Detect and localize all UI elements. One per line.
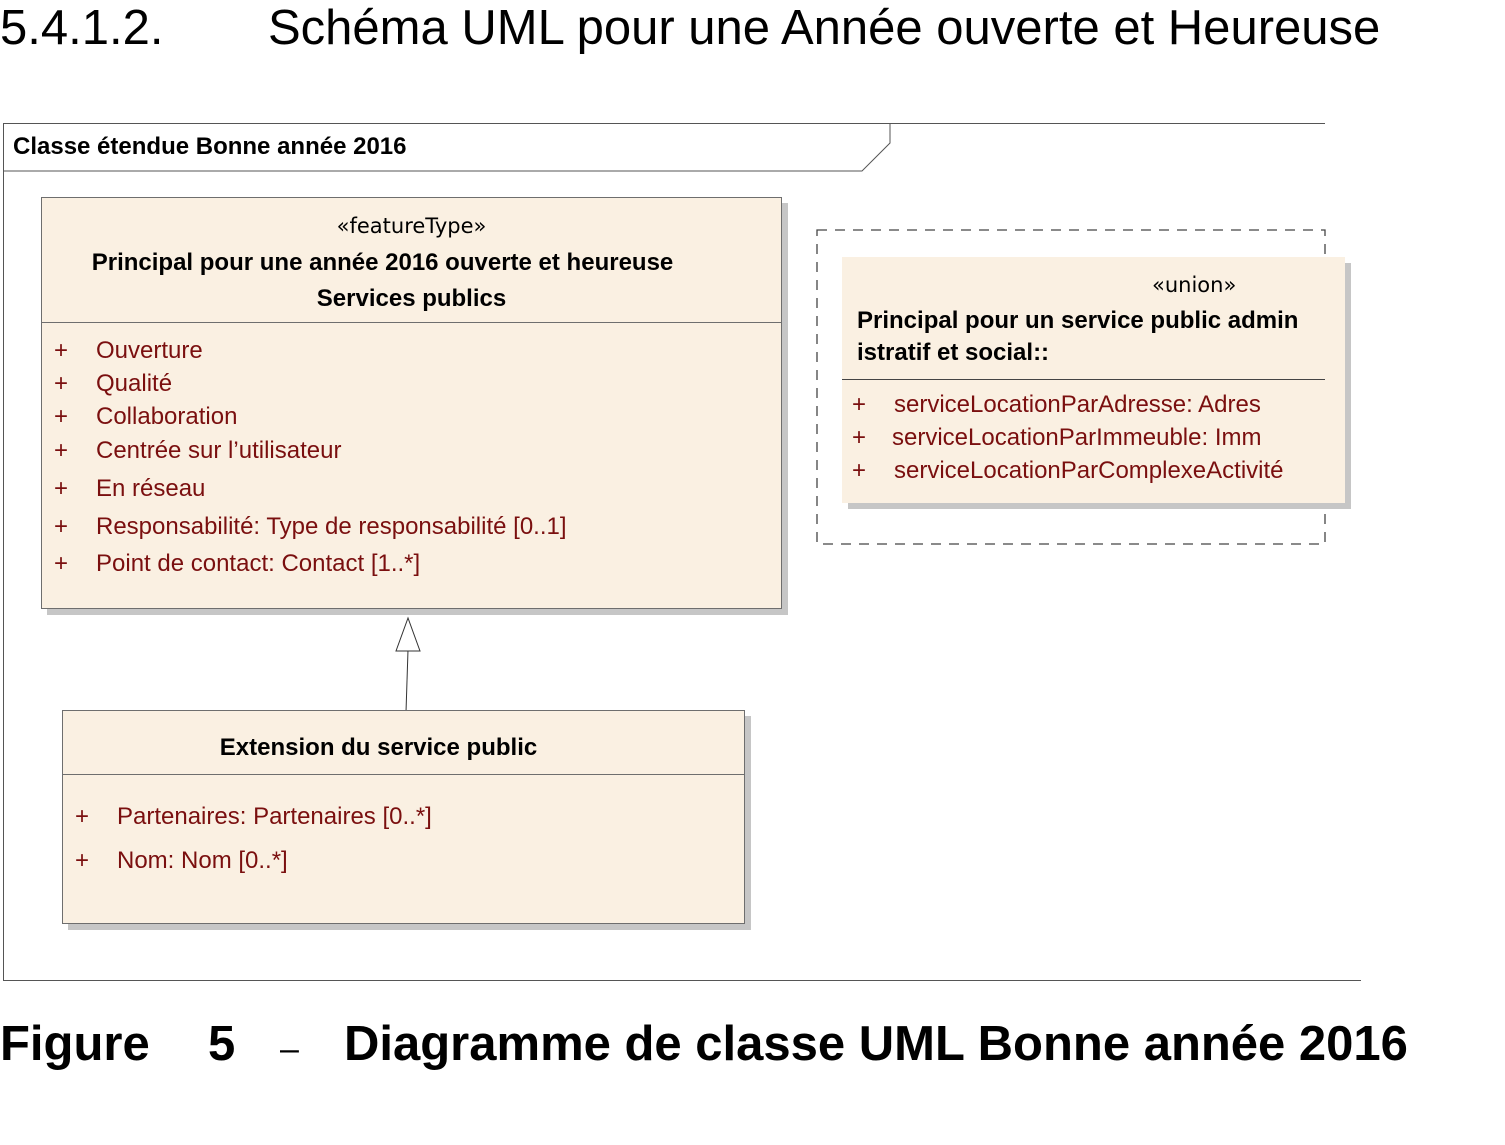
section-title: Schéma UML pour une Année ouverte et Heureuse <box>268 1 1381 55</box>
generalization-line <box>406 650 408 712</box>
class-name-line-1: Principal pour un service public admin <box>857 307 1299 334</box>
class-attribute: + Ouverture <box>54 337 203 364</box>
class-attribute: + Qualité <box>54 370 173 397</box>
class-attribute: + En réseau <box>54 475 206 502</box>
class-name: Extension du service public <box>219 734 538 761</box>
class-attribute: + serviceLocationParComplexeActivité <box>852 457 1284 484</box>
class-attribute: + serviceLocationParAdresse: Adres <box>852 391 1261 418</box>
frame-title: Classe étendue Bonne année 2016 <box>13 133 407 160</box>
class-name-line-2: Services publics <box>316 285 507 312</box>
class-stereotype: «union» <box>1152 273 1237 297</box>
caption-title: Diagramme de classe UML Bonne année 2016 <box>344 1017 1408 1071</box>
figure-caption <box>0 1017 1408 1071</box>
caption-label: Figure <box>0 1017 150 1071</box>
class-attribute: + Collaboration <box>54 403 238 430</box>
section-number: 5.4.1.2. <box>0 1 164 55</box>
class-name-line-1: Principal pour une année 2016 ouverte et heureuse <box>91 249 674 276</box>
class-name-line-2: istratif et social:: <box>857 339 1050 366</box>
extension-class[interactable] <box>62 710 745 924</box>
class-attribute: + Nom: Nom [0..*] <box>75 847 288 874</box>
class-separator <box>42 322 781 323</box>
class-attribute: + Point de contact: Contact [1..*] <box>54 550 421 577</box>
class-separator <box>63 774 744 775</box>
class-attribute: + Responsabilité: Type de responsabilité [0..1] <box>54 513 567 540</box>
caption-number: 5 <box>208 1017 236 1071</box>
class-stereotype: «featureType» <box>336 214 487 238</box>
feature-type-class[interactable] <box>41 197 782 609</box>
generalization-arrowhead <box>396 618 420 651</box>
union-class[interactable] <box>842 257 1345 503</box>
caption-dash: – <box>280 1030 299 1068</box>
class-separator <box>842 379 1325 380</box>
class-attribute: + Partenaires: Partenaires [0..*] <box>75 803 432 830</box>
class-attribute: + Centrée sur l’utilisateur <box>54 437 342 464</box>
class-attribute: + serviceLocationParImmeuble: Imm <box>852 424 1262 451</box>
